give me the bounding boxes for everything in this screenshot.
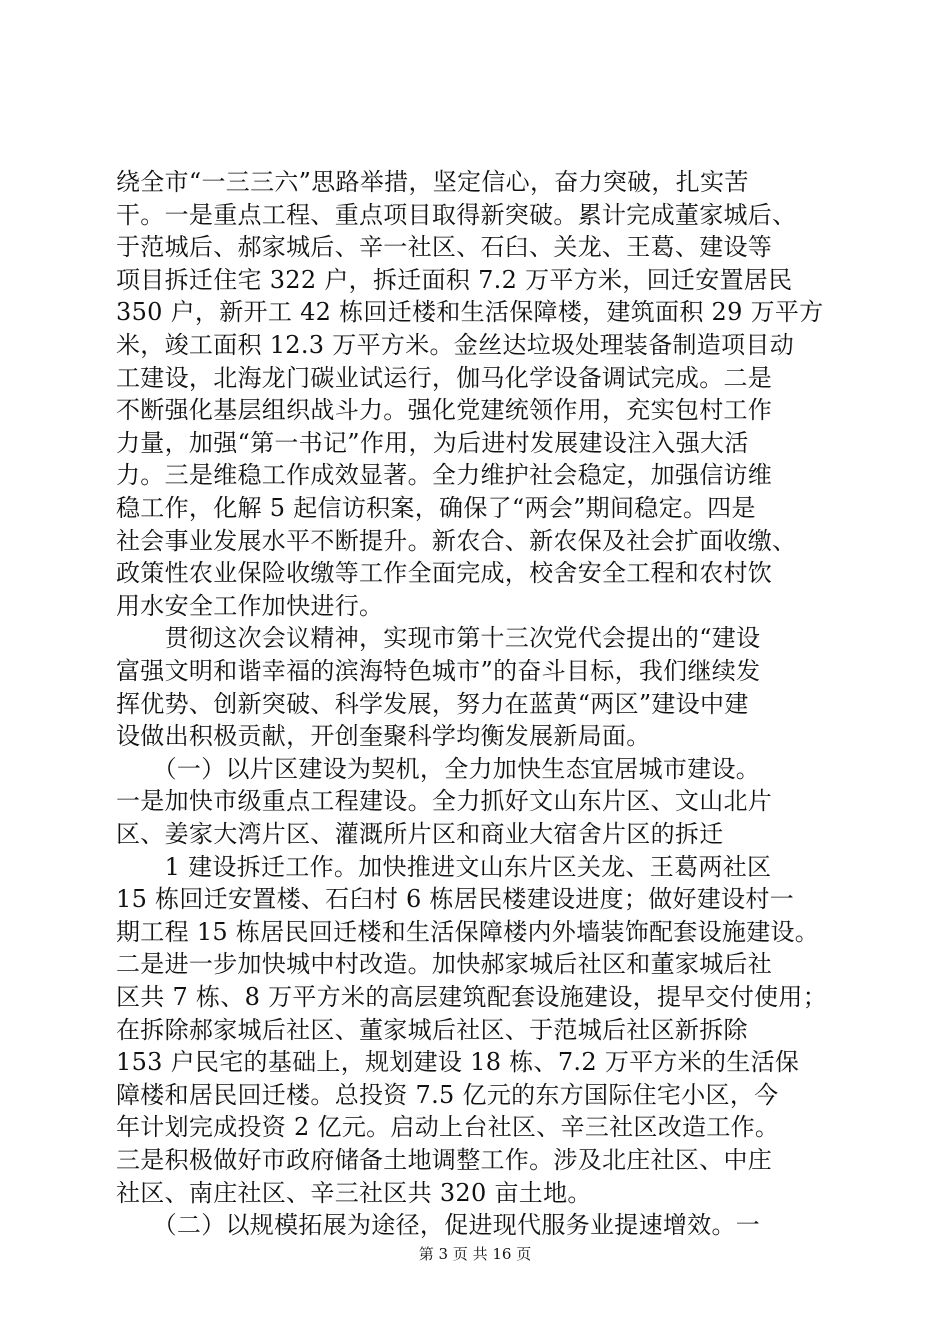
text-line: 项目拆迁住宅 322 户，拆迁面积 7.2 万平方米，回迁安置居民 xyxy=(116,265,793,294)
text-line: 富强文明和谐幸福的滨海特色城市”的奋斗目标，我们继续发 xyxy=(116,657,761,685)
text-line: 二是进一步加快城中村改造。加快郝家城后社区和董家城后社 xyxy=(116,950,773,979)
text-line: 用水安全工作加快进行。 xyxy=(116,591,384,620)
text-line: 社会事业发展水平不断提升。新农合、新农保及社会扩面收缴、 xyxy=(116,526,797,555)
text-line: 350 户，新开工 42 栋回迁楼和生活保障楼，建筑面积 29 万平方 xyxy=(116,298,824,327)
text-line: 1 建设拆迁工作。加快推进文山东片区关龙、王葛两社区 xyxy=(116,852,772,881)
text-line: 障楼和居民回迁楼。总投资 7.5 亿元的东方国际住宅小区，今 xyxy=(116,1080,779,1109)
text-line: 区、姜家大湾片区、灌溉所片区和商业大宿舍片区的拆迁 xyxy=(116,820,724,848)
text-line: 于范城后、郝家城后、辛一社区、石臼、关龙、王葛、建设等 xyxy=(116,233,773,262)
text-line: 挥优势、创新突破、科学发展，努力在蓝黄“两区”建设中建 xyxy=(116,689,749,718)
text-line: 绕全市“一三三六”思路举措，坚定信心，奋力突破，扎实苦 xyxy=(116,168,749,196)
text-line: 153 户民宅的基础上，规划建设 18 栋、7.2 万平方米的生活保 xyxy=(116,1048,800,1077)
text-line: 一是加快市级重点工程建设。全力抓好文山东片区、文山北片 xyxy=(116,787,773,816)
text-line: 稳工作，化解 5 起信访积案，确保了“两会”期间稳定。四是 xyxy=(116,494,756,522)
text-line: 社区、南庄社区、辛三社区共 320 亩土地。 xyxy=(116,1178,592,1207)
text-line: 在拆除郝家城后社区、董家城后社区、于范城后社区新拆除 xyxy=(116,1015,748,1044)
text-line: 期工程 15 栋居民回迁楼和生活保障楼内外墙装饰配套设施建设。 xyxy=(116,917,820,946)
text-line: 区共 7 栋、8 万平方米的高层建筑配套设施建设，提早交付使用； xyxy=(116,983,828,1011)
text-line: 力。三是维稳工作成效显著。全力维护社会稳定，加强信访维 xyxy=(116,461,773,490)
text-line: 年计划完成投资 2 亿元。启动上台社区、辛三社区改造工作。 xyxy=(116,1113,780,1142)
text-line: 不断强化基层组织战斗力。强化党建统领作用，充实包村工作 xyxy=(116,396,773,425)
page-footer: 第 3 页 共 16 页 xyxy=(418,1245,532,1263)
text-line: 干。一是重点工程、重点项目取得新突破。累计完成董家城后、 xyxy=(116,200,797,229)
text-line: 米，竣工面积 12.3 万平方米。金丝达垃圾处理装备制造项目动 xyxy=(116,331,794,359)
text-line: （二）以规模拓展为途径，促进现代服务业提速增效。一 xyxy=(116,1211,761,1240)
text-line: 贯彻这次会议精神，实现市第十三次党代会提出的“建设 xyxy=(116,624,761,653)
text-line: 工建设，北海龙门碳业试运行，伽马化学设备调试完成。二是 xyxy=(116,363,773,392)
text-line: 设做出积极贡献，开创奎聚科学均衡发展新局面。 xyxy=(116,722,651,751)
text-line: 力量，加强“第一书记”作用，为后进村发展建设注入强大活 xyxy=(116,428,749,457)
text-line: 政策性农业保险收缴等工作全面完成，校舍安全工程和农村饮 xyxy=(116,559,773,588)
text-line: 三是积极做好市政府储备土地调整工作。涉及北庄社区、中庄 xyxy=(116,1146,773,1174)
text-line: （一）以片区建设为契机，全力加快生态宜居城市建设。 xyxy=(116,754,761,783)
text-line: 15 栋回迁安置楼、石臼村 6 栋居民楼建设进度；做好建设村一 xyxy=(116,885,794,914)
